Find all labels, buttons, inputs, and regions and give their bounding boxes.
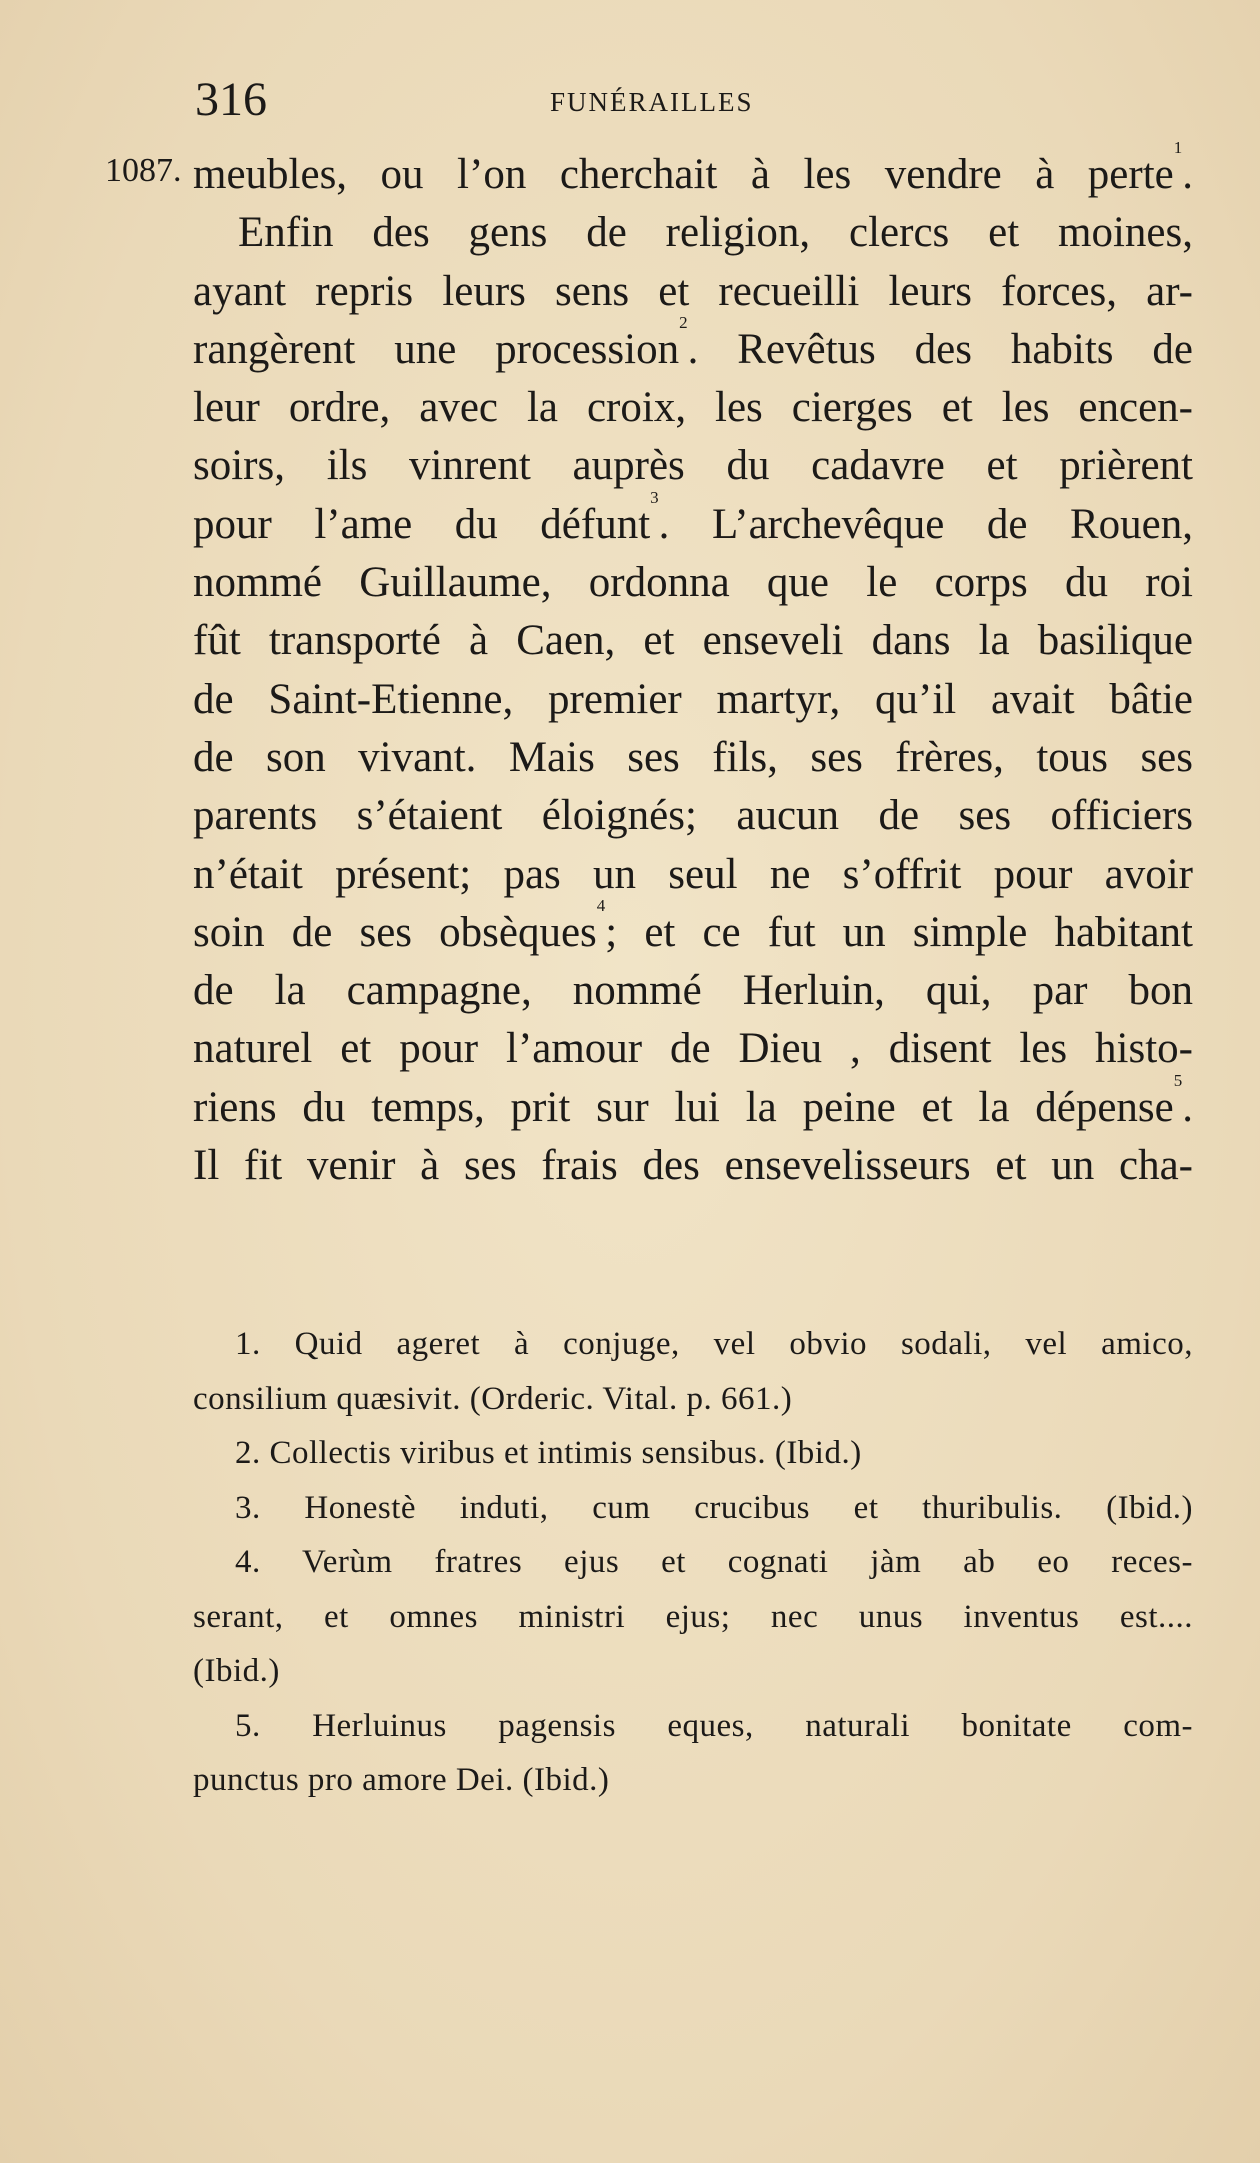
- footnote-line: punctus pro amore Dei. (Ibid.): [193, 1762, 610, 1798]
- marginal-year: 1087.: [105, 152, 182, 189]
- text-line: riens du temps, prit sur lui la peine et la dépense$^5$.: [193, 1070, 1193, 1131]
- running-head: FUNÉRAILLES: [550, 87, 754, 117]
- text-line: Enfin des gens de religion, clercs et moines,: [238, 209, 1193, 257]
- main-text: [193, 138, 1193, 1195]
- footnote-line: 2. Collectis viribus et intimis sensibus. (Ibid.): [235, 1435, 862, 1471]
- text-line: meubles, ou l’on cherchait à les vendre à perte$^1$.: [193, 138, 1193, 198]
- text-line: ayant repris leurs sens et recueilli leurs forces, ar-: [193, 267, 1193, 315]
- text-line: pour l’ame du défunt$^3$. L’archevêque de Rouen,: [193, 487, 1193, 548]
- footnote-line: consilium quæsivit. (Orderic. Vital. p. 661.): [193, 1380, 793, 1417]
- text-line: n’était présent; pas un seul ne s’offrit pour avoir: [193, 850, 1193, 898]
- footnotes: [193, 1317, 1193, 1808]
- text-line: de son vivant. Mais ses fils, ses frères, tous ses: [193, 733, 1193, 781]
- text-line: Il fit venir à ses frais des ensevelisseurs et un cha-: [193, 1142, 1193, 1190]
- footnote-line: 3. Honestè induti, cum crucibus et thuribulis. (Ibid.): [235, 1489, 1193, 1526]
- text-line: parents s’étaient éloignés; aucun de ses officiers: [193, 792, 1193, 840]
- footnote-line: serant, et omnes ministri ejus; nec unus inventus est....: [193, 1598, 1193, 1635]
- footnote-line: 4. Verùm fratres ejus et cognati jàm ab eo reces-: [235, 1544, 1193, 1580]
- footnote-ref: 2: [679, 312, 688, 332]
- footnote-line: 1. Quid ageret à conjuge, vel obvio sodali, vel amico,: [235, 1326, 1193, 1362]
- footnote-ref: 3: [650, 487, 659, 507]
- footnote-ref: 5: [1173, 1070, 1183, 1090]
- text-line: rangèrent une procession$^2$. Revêtus des habits de: [193, 312, 1193, 373]
- text-line: soin de ses obsèques$^4$; et ce fut un simple habitant: [193, 895, 1193, 956]
- footnote-ref: 1: [1173, 138, 1183, 157]
- footnote-line: 5. Herluinus pagensis eques, naturali bonitate com-: [235, 1707, 1193, 1744]
- footnote-ref: 4: [596, 895, 606, 915]
- page-header: [195, 70, 1195, 130]
- page-number: 316: [195, 73, 267, 126]
- text-line: leur ordre, avec la croix, les cierges et les encen-: [193, 384, 1193, 432]
- footnote-line: (Ibid.): [193, 1653, 280, 1689]
- text-line: soirs, ils vinrent auprès du cadavre et prièrent: [193, 442, 1193, 490]
- text-line: de Saint-Etienne, premier martyr, qu’il avait bâtie: [193, 675, 1193, 723]
- text-line: naturel et pour l’amour de Dieu , disent les histo-: [193, 1025, 1193, 1073]
- text-line: de la campagne, nommé Herluin, qui, par bon: [193, 967, 1193, 1015]
- text-line: fût transporté à Caen, et enseveli dans la basilique: [193, 617, 1193, 665]
- text-line: nommé Guillaume, ordonna que le corps du roi: [193, 559, 1193, 607]
